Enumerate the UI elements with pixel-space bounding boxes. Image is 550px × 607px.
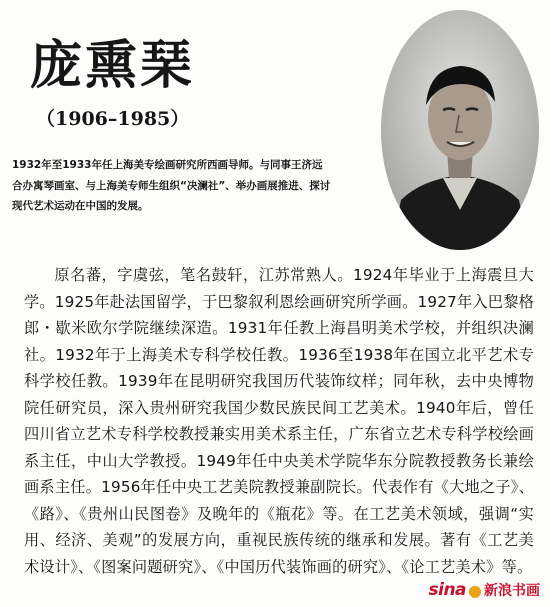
biography-text <box>24 262 534 580</box>
caption-text: 1932年至1933年任上海美专绘画研究所西画导师。与同事王济远合办寓琴画室、与上海美专师生组织“决澜社”、举办画展推进、探讨现代艺术运动在中国的发展。 <box>12 159 331 212</box>
portrait-image <box>381 10 539 250</box>
sina-logo: sina <box>428 580 467 600</box>
sina-watermark-text: 新浪书画 <box>484 583 540 599</box>
artist-name: 庞熏琹 <box>30 35 196 96</box>
portrait-photo <box>381 10 539 250</box>
sina-eye-icon: ● <box>468 580 482 600</box>
artist-years: （1906–1985） <box>36 108 190 130</box>
sina-watermark <box>429 579 541 601</box>
biography-paragraph: 原名蕃，字虞弦，笔名鼓轩，江苏常熟人。1924年毕业于上海震旦大学。1925年赴法国留学，于巴黎叙利恩绘画研究所学画。1927年入巴黎格郎・歇米欧尔学院继续深造。1931年任教上海昌明美术学校，并组织决澜社。1932年于上海美术专科学校任教。1936至1938年在国立北平艺术专科学校任教。1939年在昆明研究我国历代装饰纹样；同年秋，去中央博物院任研究员，深入贵州研究我国少数民族民间工艺美术。1940年后，曾任四川省立艺术专科学校教授兼实用美术系主任，广东省立艺术专科学校绘画系主任，中山大学教授。1949年任中央美术学院华东分院教授教务长兼绘画系主任。1956年任中央工艺美院教授兼副院长。代表作有《大地之子》、《路》、《贵州山民图卷》及晚年的《瓶花》等。在工艺美术领域，强调“实用、经济、美观”的发展方向，重视民族传统的继承和发展。著有《工艺美术设计》、《图案问题研究》、《中国历代装饰画的研究》、《论工艺美术》等。 <box>24 266 534 576</box>
